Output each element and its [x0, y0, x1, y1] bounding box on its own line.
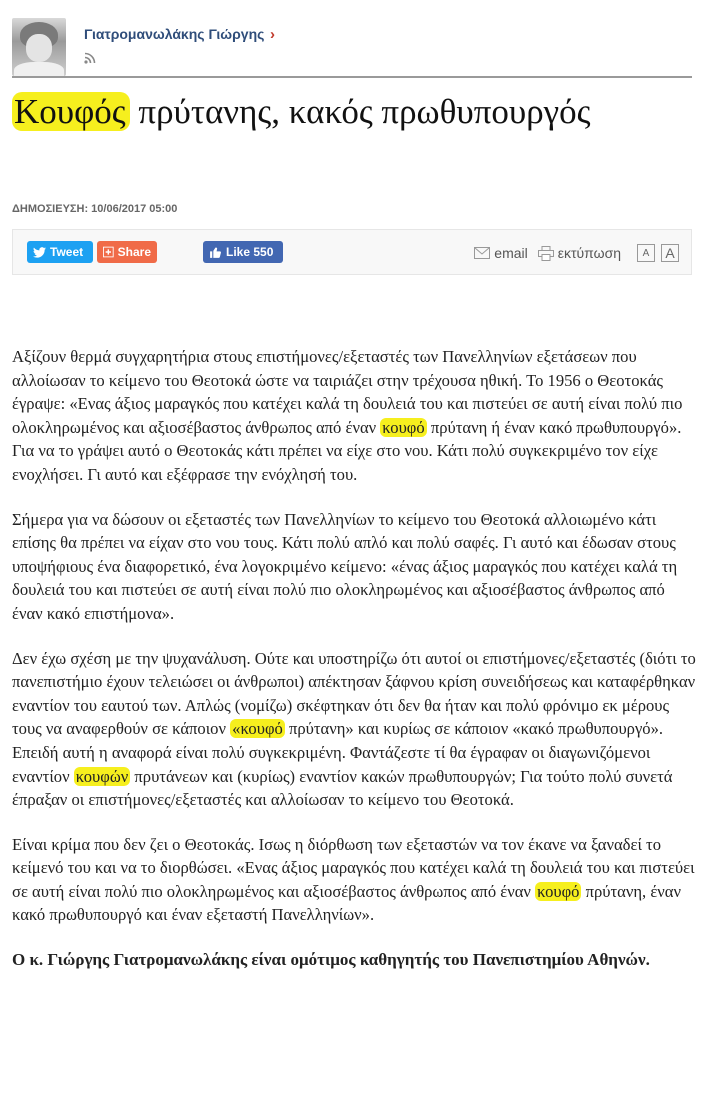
- chevron-right-icon[interactable]: ›: [270, 26, 275, 43]
- article-body: [12, 345, 696, 993]
- highlight-koufo-quote: «κουφό: [232, 719, 283, 739]
- tweet-label: Tweet: [50, 245, 84, 259]
- email-icon: [474, 247, 490, 259]
- paragraph-4: Είναι κρίμα που δεν ζει ο Θεοτοκάς. Ισως η διόρθωση των εξεταστών να τον έκανε να ξαναδεί το κείμενό του και να το διορθώσει. «Ενας άξιος μαραγκός που κατέχει καλά τη δουλειά του και πιστεύει σε αυτή είναι πολύ πιο ολοκληρωμένος και αξιοσέβαστος άνθρωπος από έναν κουφό πρύτανη, έναν κακό πρωθυπουργό και έναν εξεταστή Πανελληνίων».: [12, 834, 695, 925]
- thumbs-up-icon: [209, 246, 222, 259]
- highlight-koufon: κουφών: [75, 766, 129, 786]
- author-name-link[interactable]: Γιατρομανωλάκης Γιώργης: [84, 26, 265, 42]
- print-label: εκτύπωση: [557, 245, 621, 261]
- highlight-koufo: κουφό: [382, 417, 425, 437]
- email-label: email: [494, 245, 528, 261]
- share-tools: [474, 242, 679, 264]
- like-label: Like 550: [226, 245, 274, 259]
- author-avatar[interactable]: [12, 18, 66, 76]
- share-toolbar: [12, 229, 692, 275]
- paragraph-1: Αξίζουν θερμά συγχαρητήρια στους επιστήμονες/εξεταστές των Πανελληνίων εξετάσεων που αλλοίωσαν το κείμενο του Θεοτοκά ώστε να ταιριάζει στην τρέχουσα ηθική. Το 1956 ο Θεοτοκάς έγραψε: «Ενας άξιος μαραγκός που κατέχει καλά τη δουλειά του και πιστεύει σε αυτή είναι πολύ πιο ολοκληρωμένος και αξιοσέβαστος άνθρωπος από έναν κουφό πρύτανη ή έναν κακό πρωθυπουργό». Για να το γράψει αυτό ο Θεοτοκάς κάτι πρέπει να είχε στο νου. Κάτι πολύ συγκεκριμένο τον είχε ενοχλήσει. Γι αυτό και εξέφρασε την ενόχλησή του.: [12, 347, 683, 484]
- paragraph-3: Δεν έχω σχέση με την ψυχανάλυση. Ούτε και υποστηρίζω ότι αυτοί οι επιστήμονες/εξεταστές (διότι το πανεπιστήμιο έχουν τελειώσει οι άνθρωποι) απέκτησαν ξάφνου κρίση συνειδήσεως και καταφέρθηκαν εναντίον του εαυτού των. Απλώς (νομίζω) σκέφτηκαν ότι δεν θα ήταν και πολύ φρόνιμο εκ μέρους τους να αναφερθούν σε κάποιον «κουφό πρύτανη» και κυρίως σε κάποιον «κακό πρωθυπουργό». Επειδή αυτή η αναφορά είναι πολύ συγκεκριμένη. Φαντάζεστε τί θα έγραφαν οι διαγωνιζόμενοι εναντίον κουφών πρυτάνεων και (κυρίως) εναντίον κακών πρωθυπουργών; Για τούτο πολύ συνετά έπραξαν οι επιστήμονες/εξεταστές και αλλοίωσαν το κείμενο του Θεοτοκά.: [12, 648, 696, 810]
- tweet-button[interactable]: [27, 241, 93, 263]
- author-bio: Ο κ. Γιώργης Γιατρομανωλάκης είναι ομότιμος καθηγητής του Πανεπιστημίου Αθηνών.: [12, 950, 650, 970]
- title-highlight: Κουφός: [12, 92, 130, 131]
- highlight-koufo-2: κουφό: [537, 881, 580, 901]
- article-title: [12, 88, 692, 136]
- rss-icon[interactable]: [84, 52, 96, 64]
- paragraph-2: Σήμερα για να δώσουν οι εξεταστές των Πανελληνίων το κείμενο του Θεοτοκά αλλοιωμένο κάτι επίσης θα πρέπει να είχαν στο νου τους. Κάτι πολύ απλό και πολύ σαφές. Γι αυτό και έδωσαν στους υποψήφιους ένα διαφορετικό, ένα λογοκριμένο κείμενο: «ένας άξιος μαραγκός που κατέχει καλά τη δουλειά του και πιστεύει σε αυτή είναι πολύ πιο ολοκληρωμένος και αξιοσέβαστος άνθρωπος από έναν κακό επιστήμονα».: [12, 509, 678, 623]
- title-rest: πρύτανης, κακός πρωθυπουργός: [129, 92, 591, 131]
- printer-icon: [538, 246, 554, 261]
- share-label: Share: [117, 245, 151, 259]
- print-link[interactable]: [538, 245, 621, 261]
- font-size-increase-button[interactable]: A: [661, 244, 679, 262]
- publish-date: ΔΗΜΟΣΙΕΥΣΗ: 10/06/2017 05:00: [12, 203, 178, 215]
- author-bar: [12, 14, 692, 76]
- twitter-bird-icon: [33, 247, 46, 258]
- like-button[interactable]: [203, 241, 283, 263]
- author-divider: [12, 76, 692, 78]
- font-size-decrease-button[interactable]: A: [637, 244, 655, 262]
- plus-icon: [103, 246, 114, 258]
- email-link[interactable]: [474, 245, 527, 261]
- share-button[interactable]: [97, 241, 157, 263]
